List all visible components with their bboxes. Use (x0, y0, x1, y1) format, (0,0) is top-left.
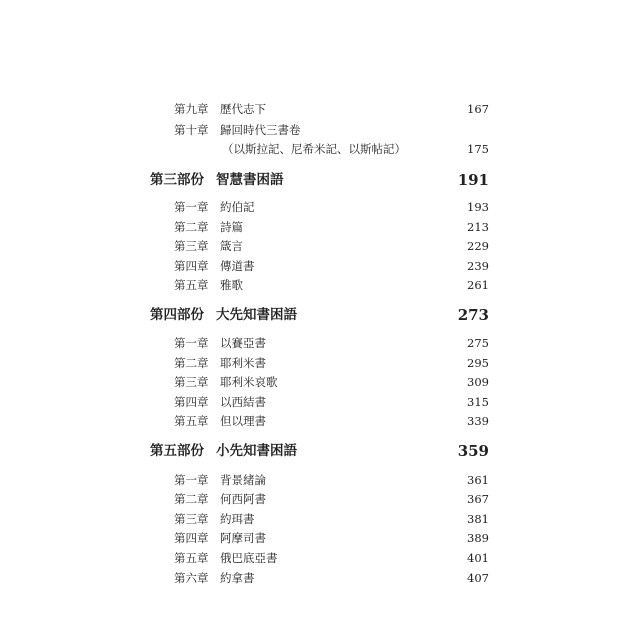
chapter-page-number: 381 (467, 512, 489, 526)
part-page-number: 359 (457, 442, 489, 460)
chapter-page-number: 401 (467, 551, 489, 565)
toc-chapter-row[interactable] (0, 470, 640, 490)
chapter-number: 第一章 (174, 200, 209, 214)
toc-chapter-row[interactable] (0, 217, 640, 237)
chapter-number: 第二章 (174, 492, 209, 506)
chapter-number: 第四章 (174, 531, 209, 545)
chapter-page-number: 239 (467, 259, 489, 273)
chapter-title: 阿摩司書 (220, 531, 266, 545)
toc-chapter-row[interactable] (0, 333, 640, 353)
chapter-page-number: 261 (467, 278, 489, 292)
toc-chapter-row[interactable] (0, 392, 640, 412)
part-title: 大先知書困語 (216, 307, 297, 323)
toc-chapter-row[interactable] (0, 99, 640, 119)
chapter-number: 第五章 (174, 278, 209, 292)
chapter-page-number: 295 (467, 356, 489, 370)
chapter-number: 第六章 (174, 571, 209, 585)
chapter-title: 詩篇 (220, 220, 243, 234)
chapter-page-number: 309 (467, 375, 489, 389)
chapter-title: 歷代志下 (220, 102, 266, 116)
toc-chapter-row[interactable] (0, 411, 640, 431)
toc-chapter-row[interactable] (0, 256, 640, 276)
toc-chapter-row[interactable] (0, 353, 640, 373)
toc-chapter-row[interactable] (0, 528, 640, 548)
toc-chapter-continuation-row[interactable] (0, 139, 640, 159)
toc-chapter-row[interactable] (0, 568, 640, 588)
chapter-page-number: 407 (467, 571, 489, 585)
chapter-title: 以西結書 (220, 395, 266, 409)
part-title: 智慧書困語 (216, 172, 284, 188)
chapter-page-number: 213 (467, 220, 489, 234)
toc-chapter-row[interactable] (0, 275, 640, 295)
toc-chapter-row[interactable] (0, 372, 640, 392)
chapter-number: 第四章 (174, 395, 209, 409)
chapter-number: 第三章 (174, 512, 209, 526)
chapter-page-number: 193 (467, 200, 489, 214)
part-number: 第三部份 (150, 172, 204, 188)
chapter-title: 何西阿書 (220, 492, 266, 506)
chapter-number: 第九章 (174, 102, 209, 116)
chapter-title: 背景緒論 (220, 473, 266, 487)
chapter-page-number: 275 (467, 336, 489, 350)
toc-chapter-row[interactable] (0, 509, 640, 529)
chapter-page-number: 389 (467, 531, 489, 545)
chapter-page-number: 367 (467, 492, 489, 506)
chapter-title: 歸回時代三書卷 (220, 123, 301, 137)
chapter-title-continuation: （以斯拉記、尼希米記、以斯帖記） (222, 142, 406, 156)
chapter-number: 第四章 (174, 259, 209, 273)
chapter-title: 但以理書 (220, 414, 266, 428)
chapter-title: 耶利米哀歌 (220, 375, 278, 389)
chapter-title: 雅歌 (220, 278, 243, 292)
part-number: 第五部份 (150, 443, 204, 459)
chapter-number: 第一章 (174, 473, 209, 487)
chapter-title: 約伯記 (220, 200, 255, 214)
chapter-number: 第三章 (174, 375, 209, 389)
chapter-title: 耶利米書 (220, 356, 266, 370)
chapter-number: 第三章 (174, 239, 209, 253)
chapter-title: 約拿書 (220, 571, 255, 585)
chapter-page-number: 229 (467, 239, 489, 253)
chapter-number: 第五章 (174, 414, 209, 428)
part-page-number: 273 (457, 306, 489, 324)
toc-part-row[interactable] (0, 305, 640, 325)
chapter-number: 第十章 (174, 123, 209, 137)
chapter-page-number: 175 (467, 142, 489, 156)
chapter-page-number: 315 (467, 395, 489, 409)
chapter-page-number: 339 (467, 414, 489, 428)
chapter-number: 第五章 (174, 551, 209, 565)
toc-chapter-row[interactable] (0, 120, 640, 140)
chapter-number: 第一章 (174, 336, 209, 350)
toc-chapter-row[interactable] (0, 197, 640, 217)
chapter-page-number: 167 (467, 102, 489, 116)
part-title: 小先知書困語 (216, 443, 297, 459)
toc-part-row[interactable] (0, 170, 640, 190)
chapter-number: 第二章 (174, 356, 209, 370)
chapter-page-number: 361 (467, 473, 489, 487)
chapter-title: 約珥書 (220, 512, 255, 526)
chapter-number: 第二章 (174, 220, 209, 234)
toc-chapter-row[interactable] (0, 548, 640, 568)
toc-chapter-row[interactable] (0, 236, 640, 256)
toc-chapter-row[interactable] (0, 489, 640, 509)
chapter-title: 傳道書 (220, 259, 255, 273)
part-number: 第四部份 (150, 307, 204, 323)
toc-part-row[interactable] (0, 441, 640, 461)
chapter-title: 俄巴底亞書 (220, 551, 278, 565)
part-page-number: 191 (457, 171, 489, 189)
chapter-title: 箴言 (220, 239, 243, 253)
chapter-title: 以賽亞書 (220, 336, 266, 350)
